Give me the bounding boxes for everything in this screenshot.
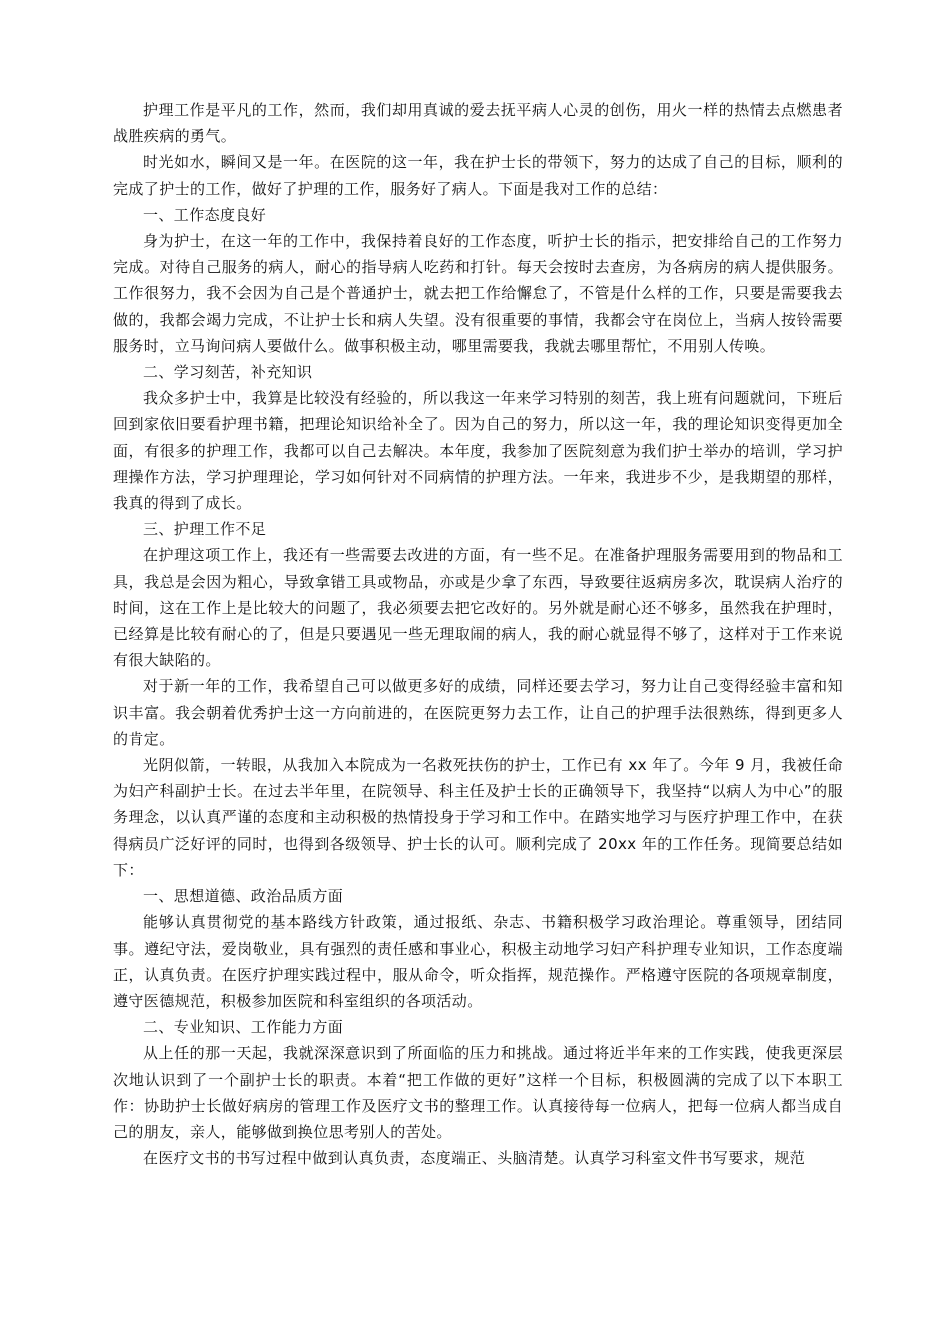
section-heading: 一、工作态度良好 — [143, 205, 267, 224]
paragraph: 能够认真贯彻党的基本路线方针政策，通过报纸、杂志、书籍积极学习政治理论。尊重领导，团结同事。遵纪守法，爱岗敬业，具有强烈的责任感和事业心，积极主动地学习妇产科护理专业知识，工作态度端正，认真负责。在医疗护理实践过程中，服从命令，听众指挥，规范操作。严格遵守医院的各项规章制度，遵守医德规范，积极参加医院和科室组织的各项活动。 — [113, 913, 843, 1010]
paragraph: 我众多护士中，我算是比较没有经验的，所以我这一年来学习特别的刻苦，我上班有问题就问，下班后回到家依旧要看护理书籍，把理论知识给补全了。因为自己的努力，所以这一年，我的理论知识变得更加全面，有很多的护理工作，我都可以自己去解决。本年度，我参加了医院刻意为我们护士举办的培训，学习护理操作方法，学习护理理论，学习如何针对不同病情的护理方法。一年来，我进步不少，是我期望的那样，我真的得到了成长。 — [113, 389, 843, 513]
section-heading: 二、学习刻苦，补充知识 — [143, 363, 313, 382]
paragraph: 光阴似箭，一转眼，从我加入本院成为一名救死扶伤的护士，工作已有 xx 年了。今年 9 月，我被任命为妇产科副护士长。在过去半年里，在院领导、科主任及护士长的正确领导下，我坚持“以病人为中心”的服务理念，以认真严谨的态度和主动积极的热情投身于学习和工作中。在踏实地学习与医疗护理工作中，在获得病员广泛好评的同时，也得到各级领导、护士长的认可。顺利完成了 20xx 年的工作任务。现简要总结如下： — [113, 756, 843, 879]
section-heading: 三、护理工作不足 — [143, 520, 267, 539]
paragraph: 对于新一年的工作，我希望自己可以做更多好的成绩，同样还要去学习，努力让自己变得经验丰富和知识丰富。我会朝着优秀护士这一方向前进的，在医院更努力去工作，让自己的护理手法很熟练，得到更多人的肯定。 — [113, 677, 843, 748]
section-heading: 一、思想道德、政治品质方面 — [143, 887, 344, 906]
paragraph: 从上任的那一天起，我就深深意识到了所面临的压力和挑战。通过将近半年来的工作实践，使我更深层次地认识到了一个副护士长的职责。本着“把工作做的更好”这样一个目标，积极圆满的完成了以下本职工作：协助护士长做好病房的管理工作及医疗文书的整理工作。认真接待每一位病人，把每一位病人都当成自己的朋友，亲人，能够做到换位思考别人的苦处。 — [113, 1044, 843, 1141]
document-page — [113, 97, 843, 1171]
section-heading: 二、专业知识、工作能力方面 — [143, 1018, 344, 1037]
paragraph: 在护理这项工作上，我还有一些需要去改进的方面，有一些不足。在准备护理服务需要用到的物品和工具，我总是会因为粗心，导致拿错工具或物品，亦或是少拿了东西，导致要往返病房多次，耽误病人治疗的时间，这在工作上是比较大的问题了，我必须要去把它改好的。另外就是耐心还不够多，虽然我在护理时，已经算是比较有耐心的了，但是只要遇见一些无理取闹的病人，我的耐心就显得不够了，这样对于工作来说有很大缺陷的。 — [113, 546, 843, 670]
paragraph: 护理工作是平凡的工作，然而，我们却用真诚的爱去抚平病人心灵的创伤，用火一样的热情去点燃患者战胜疾病的勇气。 — [113, 101, 843, 146]
paragraph: 时光如水，瞬间又是一年。在医院的这一年，我在护士长的带领下，努力的达成了自己的目标，顺利的完成了护士的工作，做好了护理的工作，服务好了病人。下面是我对工作的总结： — [113, 153, 843, 198]
paragraph: 在医疗文书的书写过程中做到认真负责，态度端正、头脑清楚。认真学习科室文件书写要求，规范 — [143, 1149, 806, 1168]
paragraph: 身为护士，在这一年的工作中，我保持着良好的工作态度，听护士长的指示，把安排给自己的工作努力完成。对待自己服务的病人，耐心的指导病人吃药和打针。每天会按时去查房，为各病房的病人提供服务。工作很努力，我不会因为自己是个普通护士，就去把工作给懈怠了，不管是什么样的工作，只要是需要我去做的，我都会竭力完成，不让护士长和病人失望。没有很重要的事情，我都会守在岗位上，当病人按铃需要服务时，立马询问病人要做什么。做事积极主动，哪里需要我，我就去哪里帮忙，不用别人传唤。 — [113, 232, 843, 355]
